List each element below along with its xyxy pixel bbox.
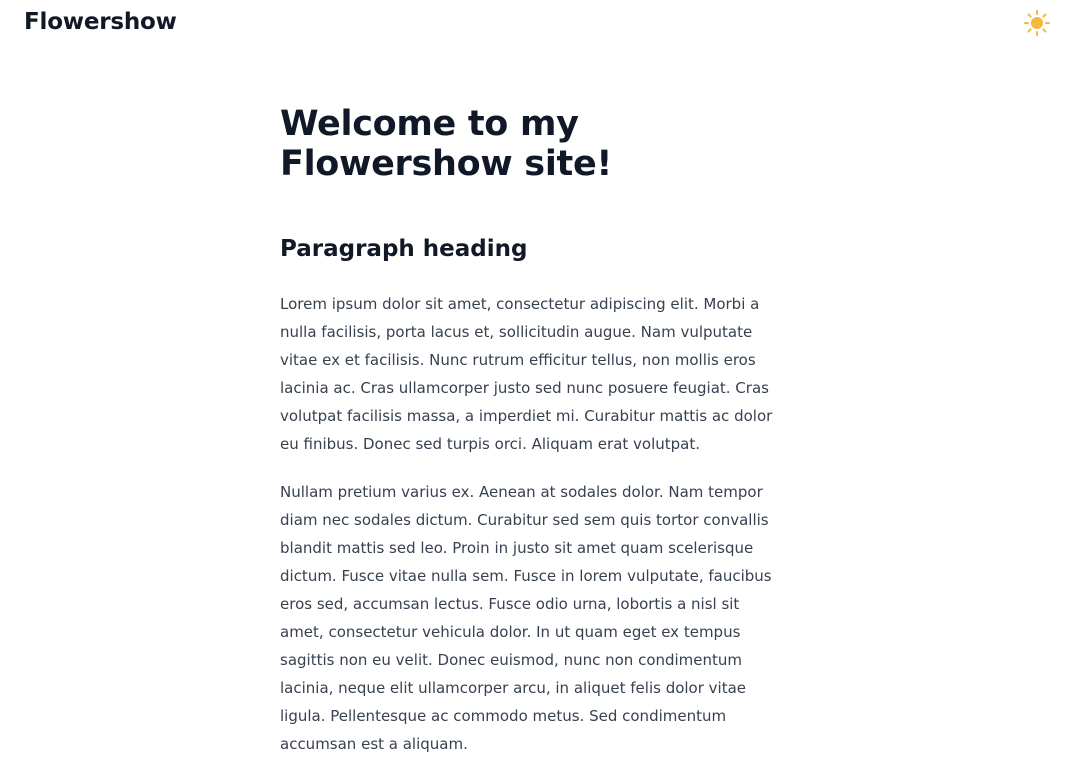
site-title-link[interactable]: Flowershow xyxy=(24,9,177,35)
paragraph-1: Lorem ipsum dolor sit amet, consectetur adipiscing elit. Morbi a nulla facilisis, porta lacus et, sollicitudin augue. Nam vulputate vitae ex et facilisis. Nunc rutrum efficitur tellus, non mollis eros lacinia ac. Cras ullamcorper justo sed nunc posuere feugiat. Cras volutpat facilisis massa, a imperdiet mi. Curabitur mattis ac dolor eu finibus. Donec sed turpis orci. Aliquam erat volutpat. xyxy=(280,295,773,453)
page-title: Welcome to my Flowershow site! xyxy=(280,104,613,184)
theme-toggle-button[interactable] xyxy=(1023,9,1051,37)
section-heading: Paragraph heading xyxy=(280,236,528,262)
main-content xyxy=(280,104,785,758)
paragraph-2: Nullam pretium varius ex. Aenean at sodales dolor. Nam tempor diam nec sodales dictum. Curabitur sed sem quis tortor convallis blandit mattis sed leo. Proin in justo sit amet quam scelerisque dictum. Fusce vitae nulla sem. Fusce in lorem vulputate, faucibus eros sed, accumsan lectus. Fusce odio urna, lobortis a nisl sit amet, consectetur vehicula dolor. In ut quam eget ex tempus sagittis non eu velit. Donec euismod, nunc non condimentum lacinia, neque elit ullamcorper arcu, in aliquet felis dolor vitae ligula. Pellentesque ac commodo metus. Sed condimentum accumsan est a aliquam. xyxy=(280,483,772,753)
site-header xyxy=(0,0,1067,46)
sun-icon xyxy=(1023,9,1051,37)
